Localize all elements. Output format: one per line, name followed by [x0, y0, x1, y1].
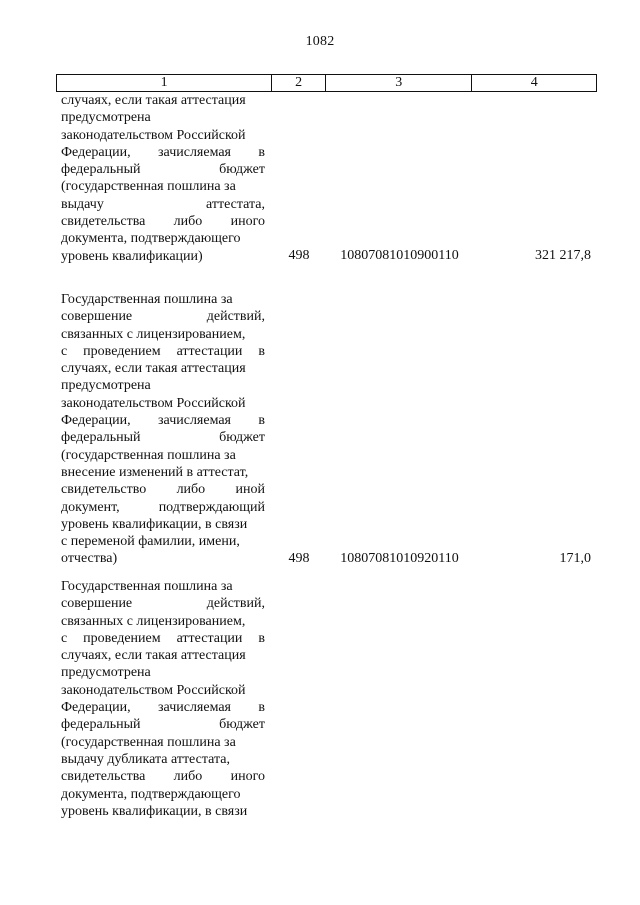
- description-line: предусмотрена: [61, 665, 151, 681]
- description-line: свидетельство либо иной: [61, 482, 265, 498]
- description-line: предусмотрена: [61, 378, 151, 394]
- description-line: уровень квалификации, в связи: [61, 516, 248, 532]
- description-line: свидетельства либо иного: [61, 769, 265, 785]
- description-line: с переменой фамилии, имени,: [61, 534, 240, 550]
- description-line: с проведением аттестации в: [61, 630, 265, 646]
- description-line: выдачу аттестата,: [61, 196, 265, 212]
- description-line: Федерации, зачисляемая в: [61, 144, 265, 160]
- description-line: отчества): [61, 551, 118, 567]
- row-kbk: 10807081010920110: [340, 551, 459, 566]
- description-line: (государственная пошлина за: [61, 734, 236, 750]
- row-description: [61, 291, 265, 568]
- header-column-4: 4: [530, 75, 538, 90]
- row-description: [61, 578, 265, 820]
- description-line: случаях, если такая аттестация: [61, 93, 246, 108]
- row-amount: 171,0: [559, 551, 591, 566]
- description-line: Федерации, зачисляемая в: [61, 700, 265, 716]
- description-line: случаях, если такая аттестация: [61, 361, 246, 377]
- row-description: [61, 92, 265, 265]
- description-line: Государственная пошлина за: [61, 292, 233, 307]
- description-line: законодательством Российской: [61, 682, 246, 698]
- table-header: [56, 74, 597, 92]
- description-line: предусмотрена: [61, 110, 151, 126]
- description-line: документ, подтверждающий: [61, 499, 265, 515]
- row-code: 498: [288, 248, 310, 263]
- row-amount: 321 217,8: [535, 248, 591, 263]
- description-line: (государственная пошлина за: [61, 447, 236, 463]
- description-line: связанных с лицензированием,: [61, 613, 246, 629]
- description-line: связанных с лицензированием,: [61, 326, 246, 342]
- header-column-2: 2: [272, 75, 326, 91]
- description-line: совершение действий,: [61, 309, 265, 325]
- description-line: законодательством Российской: [61, 127, 246, 143]
- description-line: уровень квалификации): [61, 248, 203, 264]
- description-line: Федерации, зачисляемая в: [61, 413, 265, 429]
- description-line: уровень квалификации, в связи: [61, 803, 248, 819]
- description-line: свидетельства либо иного: [61, 214, 265, 230]
- description-line: Государственная пошлина за: [61, 579, 233, 594]
- description-line: (государственная пошлина за: [61, 179, 236, 195]
- description-line: федеральный бюджет: [61, 717, 265, 733]
- description-line: выдачу дубликата аттестата,: [61, 751, 230, 767]
- header-column-1: 1: [57, 75, 272, 91]
- description-line: федеральный бюджет: [61, 430, 265, 446]
- row-code: 498: [288, 551, 310, 566]
- description-line: внесение изменений в аттестат,: [61, 464, 249, 480]
- row-kbk: 10807081010900110: [340, 248, 459, 263]
- description-line: законодательством Российской: [61, 395, 246, 411]
- description-line: с проведением аттестации в: [61, 343, 265, 359]
- header-column-3: 3: [326, 75, 472, 91]
- page-number: 1082: [305, 34, 335, 49]
- description-line: документа, подтверждающего: [61, 786, 241, 802]
- description-line: совершение действий,: [61, 596, 265, 612]
- description-line: документа, подтверждающего: [61, 231, 241, 247]
- description-line: случаях, если такая аттестация: [61, 648, 246, 664]
- description-line: федеральный бюджет: [61, 162, 265, 178]
